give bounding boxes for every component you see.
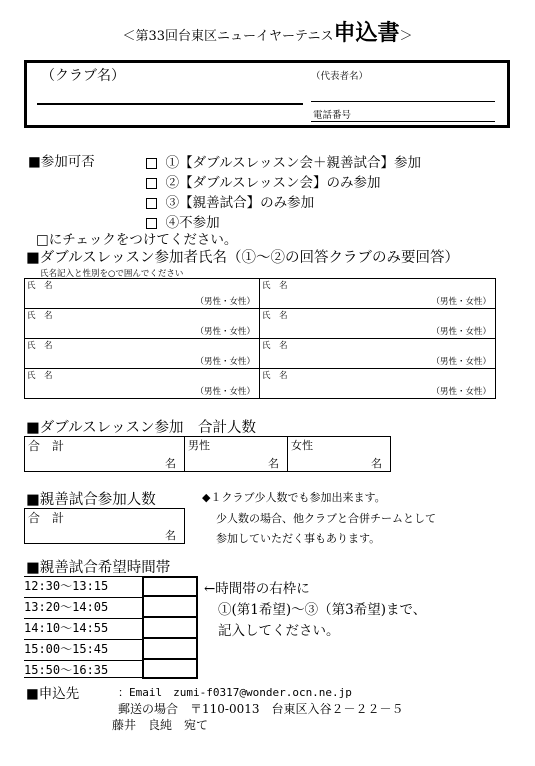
contact-mail: 郵送の場合 〒110-0013 台東区入谷２－２２－５: [118, 702, 404, 716]
lesson-female-cell[interactable]: 女性 名: [287, 436, 391, 472]
preference-box[interactable]: [142, 576, 198, 597]
participation-options: [146, 151, 421, 229]
participant-name-grid: [24, 278, 496, 398]
title-prefix: ＜第33回台東区ニューイヤーテニス: [122, 29, 334, 44]
time-slots-heading: ■親善試合希望時間帯: [26, 560, 171, 576]
time-slot: 12:30〜13:15: [24, 576, 142, 594]
preference-box[interactable]: [142, 660, 198, 679]
lesson-total-cell[interactable]: 合 計 名: [24, 436, 185, 472]
title-suffix: ＞: [399, 29, 413, 44]
name-cell[interactable]: 氏 名 （男性・女性）: [259, 368, 496, 399]
time-slot: 13:20〜14:05: [24, 597, 142, 615]
representative-label: （代表者名）: [311, 71, 369, 82]
lesson-names-heading: ■ダブルスレッスン参加者氏名（①〜②の回答クラブのみ要回答）: [26, 250, 460, 266]
participation-option[interactable]: ①【ダブルスレッスン会＋親善試合】参加: [146, 151, 421, 171]
checkbox[interactable]: [146, 158, 157, 169]
preference-box[interactable]: [142, 597, 198, 618]
phone-label: 電話番号: [313, 110, 352, 121]
club-name-line[interactable]: [37, 103, 303, 105]
contact-email: ：Email zumi-f0317@wonder.ocn.ne.jp: [118, 686, 352, 699]
title-main: 申込書: [333, 20, 400, 46]
name-cell[interactable]: 氏 名 （男性・女性）: [259, 338, 496, 369]
name-cell[interactable]: 氏 名 （男性・女性）: [24, 368, 260, 399]
time-note-3: 記入してください。: [218, 623, 340, 639]
checkbox-note: □にチェックをつけてください。: [36, 232, 238, 248]
contact-heading: ■申込先: [26, 686, 80, 702]
name-cell[interactable]: 氏 名 （男性・女性）: [24, 338, 260, 369]
preference-box[interactable]: [142, 639, 198, 660]
time-slot: 15:00〜15:45: [24, 639, 142, 657]
participation-option[interactable]: ③【親善試合】のみ参加: [146, 191, 421, 211]
lesson-names-instruction: 氏名記入と性別を○で囲んでください: [40, 269, 184, 279]
participation-heading: ■参加可否: [28, 154, 95, 170]
participation-option[interactable]: ④不参加: [146, 211, 421, 229]
name-cell[interactable]: 氏 名 （男性・女性）: [259, 278, 496, 309]
representative-line[interactable]: [311, 101, 495, 102]
friendly-total-cell[interactable]: 合 計 名: [24, 508, 185, 544]
phone-line[interactable]: [311, 121, 495, 122]
time-note-2: ①(第1希望)〜③（第3希望)まで、: [218, 602, 427, 618]
contact-name: 藤井 良純 宛て: [112, 718, 209, 732]
page-title: [0, 16, 535, 47]
time-slot: 14:10〜14:55: [24, 618, 142, 636]
time-note-1: ←時間帯の右枠に: [204, 581, 310, 597]
friendly-note-2: 少人数の場合、他クラブと合併チームとして: [216, 512, 436, 525]
preference-box[interactable]: [142, 618, 198, 639]
time-slot: 15:50〜16:35: [24, 660, 142, 678]
name-cell[interactable]: 氏 名 （男性・女性）: [259, 308, 496, 339]
checkbox[interactable]: [146, 178, 157, 189]
club-name-label: （クラブ名）: [41, 68, 125, 84]
club-info-box: [24, 60, 510, 128]
checkbox[interactable]: [146, 198, 157, 209]
name-cell[interactable]: 氏 名 （男性・女性）: [24, 308, 260, 339]
lesson-male-cell[interactable]: 男性 名: [184, 436, 288, 472]
lesson-total-heading: ■ダブルスレッスン参加 合計人数: [26, 420, 257, 436]
friendly-note-3: 参加していただく事もあります。: [216, 532, 381, 545]
friendly-total-heading: ■親善試合参加人数: [26, 492, 156, 508]
name-cell[interactable]: 氏 名 （男性・女性）: [24, 278, 260, 309]
friendly-note-1: ◆１クラブ少人数でも参加出来ます。: [202, 491, 386, 504]
participation-option[interactable]: ②【ダブルスレッスン会】のみ参加: [146, 171, 421, 191]
